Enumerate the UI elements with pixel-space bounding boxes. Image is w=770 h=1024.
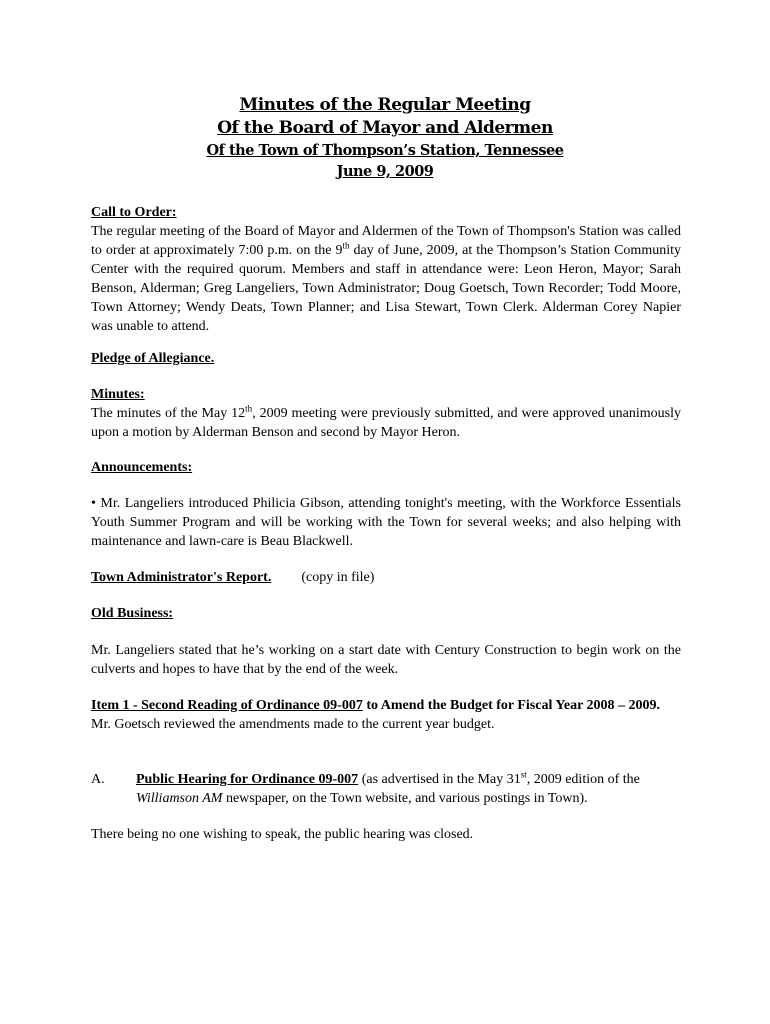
old-business-heading-block xyxy=(91,604,681,623)
minutes-text-a: The minutes of the May 12 xyxy=(91,406,246,421)
closing-text: There being no one wishing to speak, the public hearing was closed. xyxy=(91,827,474,842)
item1-title-rest: to Amend the Budget for Fiscal Year 2008 – 2009. xyxy=(362,698,661,713)
title-line-2: Of the Board of Mayor and Aldermen xyxy=(217,118,553,138)
item-a-text-c: newspaper, on the Town website, and various postings in Town). xyxy=(222,791,588,806)
announcements-heading: Announcements: xyxy=(91,460,193,475)
old-business-text: Mr. Langeliers stated that he’s working on a start date with Century Construction to begin work on the culverts and hopes to have that by the end of the week. xyxy=(91,643,681,677)
item1-text: Mr. Goetsch reviewed the amendments made to the current year budget. xyxy=(91,717,495,732)
item-a-text-a: (as advertised in the May 31 xyxy=(358,772,521,787)
old-business-heading: Old Business: xyxy=(91,606,174,621)
call-to-order-text xyxy=(91,222,681,336)
admin-report-note: (copy in file) xyxy=(301,570,375,585)
call-to-order-section xyxy=(91,203,681,336)
closing-section xyxy=(91,825,681,844)
item1-section xyxy=(91,696,681,734)
item-a-title: Public Hearing for Ordinance 09-007 xyxy=(136,772,359,787)
item-a-text-b: , 2009 edition of the xyxy=(526,772,640,787)
item1-title xyxy=(91,696,681,715)
admin-report-heading: Town Administrator's Report. xyxy=(91,570,272,585)
meeting-date: June 9, 2009 xyxy=(336,163,434,180)
pledge-heading: Pledge of Allegiance. xyxy=(91,351,215,366)
minutes-heading: Minutes: xyxy=(91,387,145,402)
minutes-text-b: , 2009 meeting were previously submitted, and were approved unanimously upon a motion by Alderman Benson and second by Mayor Heron. xyxy=(91,406,681,440)
admin-report-section xyxy=(91,568,681,587)
announcements-text: • Mr. Langeliers introduced Philicia Gibson, attending tonight's meeting, with the Workforce Essentials Youth Summer Program and will be working with the Town for several weeks; and also helping with maintenance and lawn-care is Beau Blackwell. xyxy=(91,496,681,549)
announcements-section xyxy=(91,494,681,551)
call-to-order-heading: Call to Order: xyxy=(91,205,177,220)
item-a-label: A. xyxy=(91,772,105,787)
pledge-section xyxy=(91,349,681,368)
item-a-newspaper: Williamson AM xyxy=(136,791,223,806)
item-a-section xyxy=(91,770,681,808)
document-header xyxy=(0,94,770,183)
item-a-body xyxy=(136,770,681,808)
call-to-order-text-a: The regular meeting of the Board of Mayor and Aldermen of the Town of Thompson's Station was called to order at approximately 7:00 p.m. on the 9 xyxy=(91,224,681,258)
announcements-heading-block xyxy=(91,458,681,477)
call-to-order-sup: th xyxy=(342,240,350,251)
call-to-order-text-b: day of June, 2009, at the Thompson’s Station Community Center with the required quorum. Members and staff in attendance were: Leon Heron, Mayor; Sarah Benson, Alderman; Greg Langeliers, Town Administrator; Doug Goetsch, Town Recorder; Todd Moore, Town Attorney; Wendy Deats, Town Planner; and Lisa Stewart, Town Clerk. Alderman Corey Napier was unable to attend. xyxy=(91,243,681,334)
item-a-sup: st xyxy=(520,769,527,780)
minutes-text xyxy=(91,404,681,442)
minutes-sup: th xyxy=(245,403,253,414)
title-line-1: Minutes of the Regular Meeting xyxy=(239,95,531,115)
title-line-3: Of the Town of Thompson’s Station, Tennessee xyxy=(206,142,564,159)
minutes-section xyxy=(91,385,681,442)
item1-title-underlined: Item 1 - Second Reading of Ordinance 09-007 xyxy=(91,698,363,713)
old-business-section xyxy=(91,641,681,679)
